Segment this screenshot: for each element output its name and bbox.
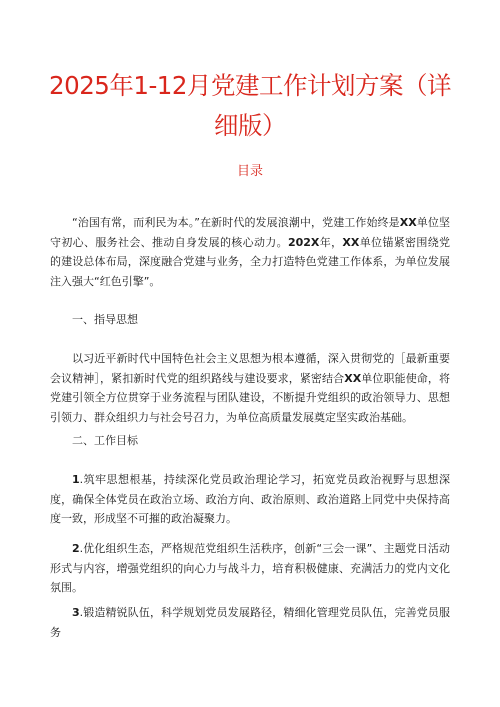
guiding-text: 以习近平新时代中国特色社会主义思想为根本遵循，深入贯彻党的［最新重要会议精神］，紧扣新时代党的组织路线与建设要求，紧密结合: [50, 352, 450, 385]
goal-number: 2: [72, 542, 80, 555]
goal-text: .优化组织生态，严格规范党组织生活秩序，创新“三会一课”、主题党日活动形式与内容，增强党组织的向心力与战斗力，培育积极健康、充满活力的党内文化氛围。: [50, 542, 450, 594]
document-title: 2025年1-12月党建工作计划方案（详细版）: [49, 71, 451, 140]
section-heading-guiding: 一、指导思想: [72, 313, 138, 326]
intro-text: 单位坚守初心、服务社会、推动自身发展的核心动力。: [50, 216, 450, 249]
guiding-text: 单位职能使命，将党建引领全方位贯穿于业务流程与团队建设，不断提升党组织的政治领导力、思想引领力、群众组织力与社会号召力，为单位高质量发展奠定坚实政治基础。: [50, 371, 451, 424]
section-heading-goals: 二、工作目标: [72, 434, 138, 447]
intro-text: “治国有常，而利民为本。”在新时代的发展浪潮中，党建工作始终是: [72, 216, 400, 229]
goal-number: 1: [72, 473, 80, 486]
intro-placeholder: XX: [342, 235, 360, 249]
toc-heading: 目录: [236, 164, 263, 179]
intro-placeholder: XX: [399, 216, 417, 229]
intro-year: 202X: [287, 235, 320, 249]
intro-paragraph: [50, 213, 450, 291]
goal-item-3: [50, 603, 450, 642]
goal-text: .锻造精锐队伍，科学规划党员发展路径，精细化管理党员队伍，完善党员服务: [50, 606, 450, 639]
goal-item-2: [50, 539, 450, 598]
goal-item-1: [50, 470, 450, 529]
goal-number: 3: [72, 606, 80, 619]
guiding-placeholder: XX: [344, 371, 362, 385]
intro-text: 年，: [319, 235, 343, 249]
guiding-paragraph: [50, 349, 450, 427]
intro-text: 单位锚紧密围绕党的建设总体布局，深度融合党建与业务，全力打造特色党建工作体系，为单位发展注入强大“红色引擎”。: [50, 235, 451, 288]
goal-text: .筑牢思想根基，持续深化党员政治理论学习，拓宽党员政治视野与思想深度，确保全体党员在政治立场、政治方向、政治原则、政治道路上同党中央保持高度一致，形成坚不可摧的政治凝聚力。: [50, 473, 450, 525]
